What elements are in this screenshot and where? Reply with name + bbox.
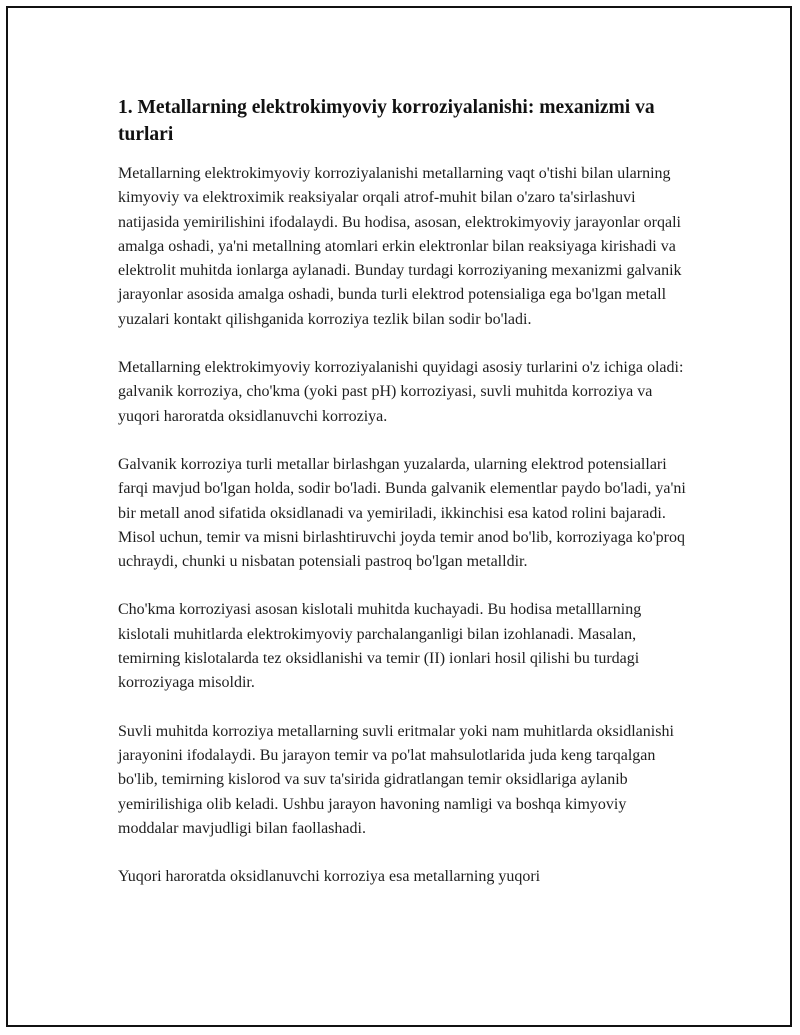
paragraph-3: Galvanik korroziya turli metallar birlashgan yuzalarda, ularning elektrod potensiallari farqi mavjud bo'lgan holda, sodir bo'ladi. Bunda galvanik elementlar paydo bo'ladi, ya'ni bir metall anod sifatida oksidlanadi va yemiriladi, ikkinchisi esa katod rolini bajaradi. Misol uchun, temir va misni birlashtiruvchi joyda temir anod bo'lib, korroziyaga ko'proq uchraydi, chunki u nisbatan potensiali pastroq bo'lgan metalldir.	[118, 455, 686, 571]
document-body	[118, 94, 688, 913]
paragraph-6: Yuqori haroratda oksidlanuvchi korroziya esa metallarning yuqori	[118, 868, 541, 886]
paragraph-1: Metallarning elektrokimyoviy korroziyalanishi metallarning vaqt o'tishi bilan ularning kimyoviy va elektroximik reaksiyalar orqali atrof-muhit bilan o'zaro ta'sirlashuvi natijasida yemirilishini ifodalaydi. Bu hodisa, asosan, elektrokimyoviy jarayonlar orqali amalga oshadi, ya'ni metallning atomlari erkin elektronlar bilan reaksiyaga kirishadi va elektrolit muhitda ionlarga aylanadi. Bunday turdagi korroziyaning mexanizmi galvanik jarayonlar asosida amalga oshadi, bunda turli elektrod potensialiga ega bo'lgan metall yuzalari kontakt qilishganida korroziya tezlik bilan sodir bo'ladi.	[118, 165, 682, 328]
paragraph-4: Cho'kma korroziyasi asosan kislotali muhitda kuchayadi. Bu hodisa metalllarning kislotali muhitlarda elektrokimyoviy parchalanganligi bilan izohlanadi. Masalan, temirning kislotalarda tez oksidlanishi va temir (II) ionlari hosil qilishi bu turdagi korroziyaga misoldir.	[118, 601, 642, 692]
section-heading: 1. Metallarning elektrokimyoviy korroziyalanishi: mexanizmi va turlari	[118, 97, 655, 145]
paragraph-5: Suvli muhitda korroziya metallarning suvli eritmalar yoki nam muhitlarda oksidlanishi jarayonini ifodalaydi. Bu jarayon temir va po'lat mahsulotlarida juda keng tarqalgan bo'lib, temirning kislorod va suv ta'sirida gidratlangan temir oksidlariga aylanib yemirilishiga olib keladi. Ushbu jarayon havoning namligi va boshqa kimyoviy moddalar mavjudligi bilan faollashadi.	[118, 722, 674, 837]
paragraph-2: Metallarning elektrokimyoviy korroziyalanishi quyidagi asosiy turlarini o'z ichiga oladi: galvanik korroziya, cho'kma (yoki past pH) korroziyasi, suvli muhitda korroziya va yuqori haroratda oksidlanuvchi korroziya.	[118, 359, 684, 425]
